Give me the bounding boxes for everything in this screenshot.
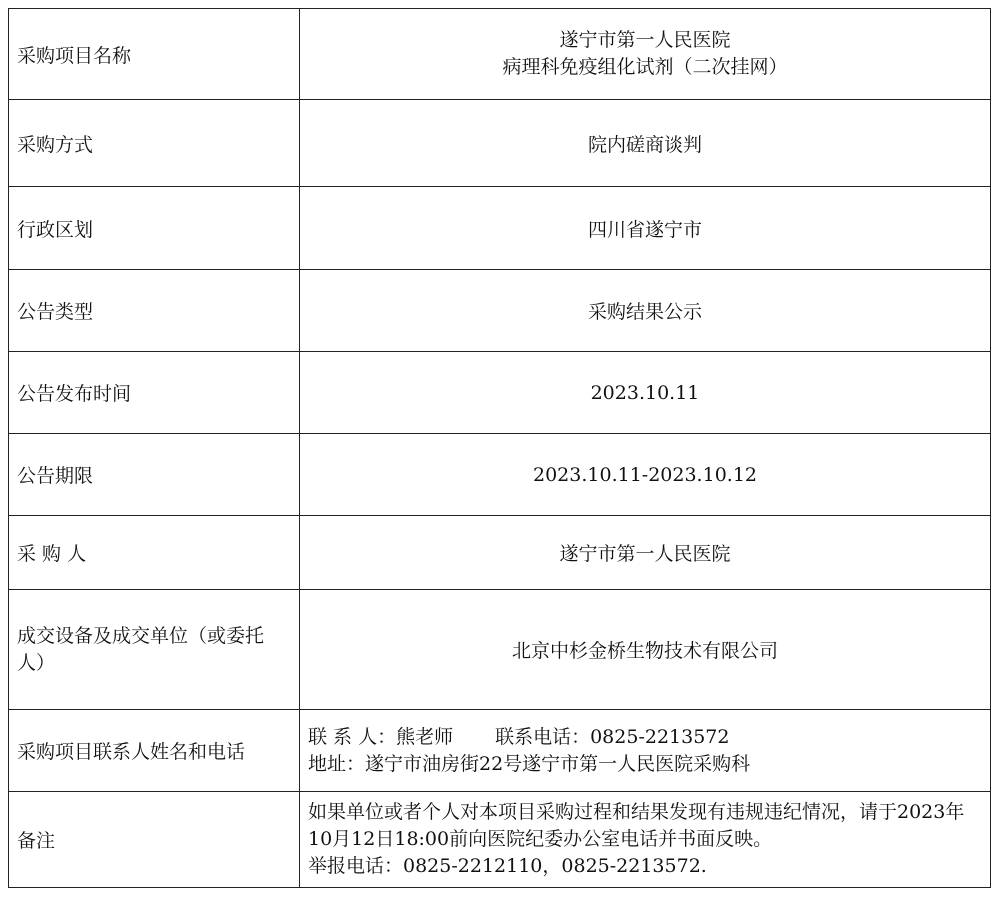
region-label: 行政区划 <box>9 187 300 270</box>
notice-type-label: 公告类型 <box>9 270 300 352</box>
row-region <box>9 187 991 270</box>
method-value: 院内磋商谈判 <box>300 100 991 187</box>
winner-label <box>9 590 300 710</box>
period-value: 2023.10.11-2023.10.12 <box>300 434 991 516</box>
remarks-value <box>300 792 991 888</box>
contact-line1 <box>308 724 982 751</box>
purchaser-label: 采 购 人 <box>9 516 300 590</box>
publish-time-label: 公告发布时间 <box>9 352 300 434</box>
contact-phone: 联系电话：0825-2213572 <box>495 725 730 748</box>
contact-person: 联 系 人：熊老师 <box>308 725 454 748</box>
row-publish-time <box>9 352 991 434</box>
row-method <box>9 100 991 187</box>
contact-label: 采购项目联系人姓名和电话 <box>9 710 300 792</box>
row-project-name <box>9 9 991 100</box>
publish-time-value: 2023.10.11 <box>300 352 991 434</box>
purchaser-value: 遂宁市第一人民医院 <box>300 516 991 590</box>
period-label: 公告期限 <box>9 434 300 516</box>
row-winner <box>9 590 991 710</box>
remarks-text: 如果单位或者个人对本项目采购过程和结果发现有违规违纪情况，请于2023年10月12日18:00前向医院纪委办公室电话并书面反映。 <box>308 801 965 850</box>
region-value: 四川省遂宁市 <box>300 187 991 270</box>
row-contact <box>9 710 991 792</box>
row-purchaser <box>9 516 991 590</box>
row-period <box>9 434 991 516</box>
winner-label-text: 成交设备及成交单位（或委托人） <box>17 624 265 674</box>
row-remarks <box>9 792 991 888</box>
project-name-line2: 病理科免疫组化试剂（二次挂网） <box>502 56 788 78</box>
row-notice-type <box>9 270 991 352</box>
procurement-notice-table <box>8 8 991 888</box>
contact-address: 地址：遂宁市油房街22号遂宁市第一人民医院采购科 <box>308 752 751 775</box>
contact-value <box>300 710 991 792</box>
remarks-hotline: 举报电话：0825-2212110，0825-2213572. <box>308 855 707 877</box>
notice-type-value: 采购结果公示 <box>300 270 991 352</box>
project-name-value <box>300 9 991 100</box>
remarks-label: 备注 <box>9 792 300 888</box>
method-label: 采购方式 <box>9 100 300 187</box>
project-name-line1: 遂宁市第一人民医院 <box>559 29 731 51</box>
winner-value: 北京中杉金桥生物技术有限公司 <box>300 590 991 710</box>
project-name-label: 采购项目名称 <box>9 9 300 100</box>
